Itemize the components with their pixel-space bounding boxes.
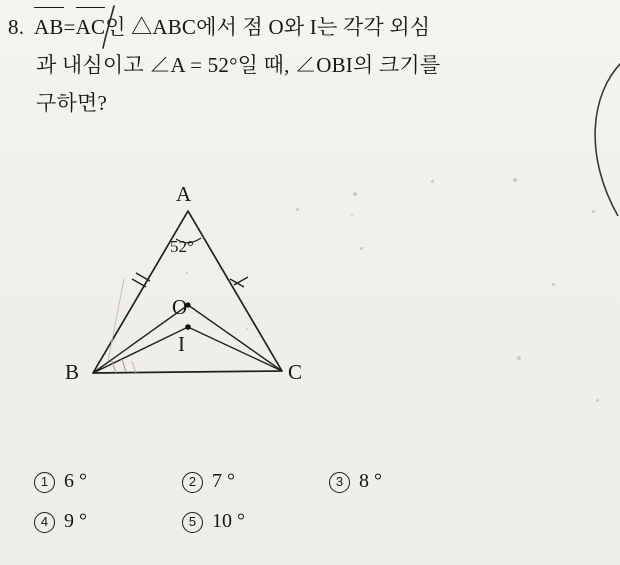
question-number: 8. — [8, 15, 25, 39]
choice-2[interactable] — [182, 470, 235, 493]
choice-4[interactable] — [34, 510, 87, 533]
choice-5[interactable] — [182, 510, 245, 533]
question-block — [8, 6, 608, 122]
choice-marker-5: 5 — [182, 512, 203, 533]
answer-choices — [34, 470, 454, 550]
edge-pen-arc-icon — [564, 60, 620, 220]
choice-marker-4: 4 — [34, 512, 55, 533]
question-line-3: 구하면? — [36, 91, 107, 115]
choice-marker-2: 2 — [182, 472, 203, 493]
scan-speck — [353, 192, 357, 196]
choice-1[interactable] — [34, 470, 87, 493]
question-line-1 — [8, 6, 608, 46]
label-angle-52 — [170, 237, 194, 257]
choice-3[interactable] — [329, 470, 382, 493]
equals-sign: = — [63, 15, 76, 39]
scan-speck — [351, 214, 353, 216]
scan-speck — [431, 180, 434, 183]
label-vertex-b: B — [65, 360, 80, 384]
label-point-i: I — [178, 332, 185, 356]
choice-row-1 — [34, 470, 454, 510]
scan-speck — [296, 208, 299, 211]
angle-value: 52 — [170, 237, 187, 256]
choice-marker-3: 3 — [329, 472, 350, 493]
triangle-figure — [60, 175, 340, 425]
choice-label-5: 10 ° — [212, 510, 245, 532]
segment-ac: AC — [76, 6, 106, 46]
label-vertex-c: C — [288, 360, 303, 384]
scan-speck — [186, 272, 188, 274]
scan-speck — [513, 178, 517, 182]
choice-marker-1: 1 — [34, 472, 55, 493]
scan-speck — [246, 328, 248, 330]
label-vertex-a: A — [176, 182, 192, 206]
pen-strike-icon — [101, 4, 119, 52]
choice-row-2 — [34, 510, 454, 550]
question-line-2: 과 내심이고 ∠A = 52°일 때, ∠OBI의 크기를 — [36, 53, 441, 77]
degree-sign: ° — [187, 237, 194, 256]
choice-label-1: 6 ° — [64, 470, 87, 492]
triangle-diagram-svg — [60, 175, 340, 425]
choice-label-4: 9 ° — [64, 510, 87, 532]
label-point-o: O — [172, 295, 188, 319]
scan-speck — [596, 399, 599, 402]
scan-speck — [552, 283, 555, 286]
question-line-1-tail: 인 △ABC에서 점 O와 I는 각각 외심 — [105, 15, 431, 39]
choice-label-3: 8 ° — [359, 470, 382, 492]
segment-ab: AB — [34, 6, 64, 46]
scan-speck — [592, 210, 595, 213]
scan-speck — [517, 356, 521, 360]
scan-speck — [360, 247, 363, 250]
choice-label-2: 7 ° — [212, 470, 235, 492]
